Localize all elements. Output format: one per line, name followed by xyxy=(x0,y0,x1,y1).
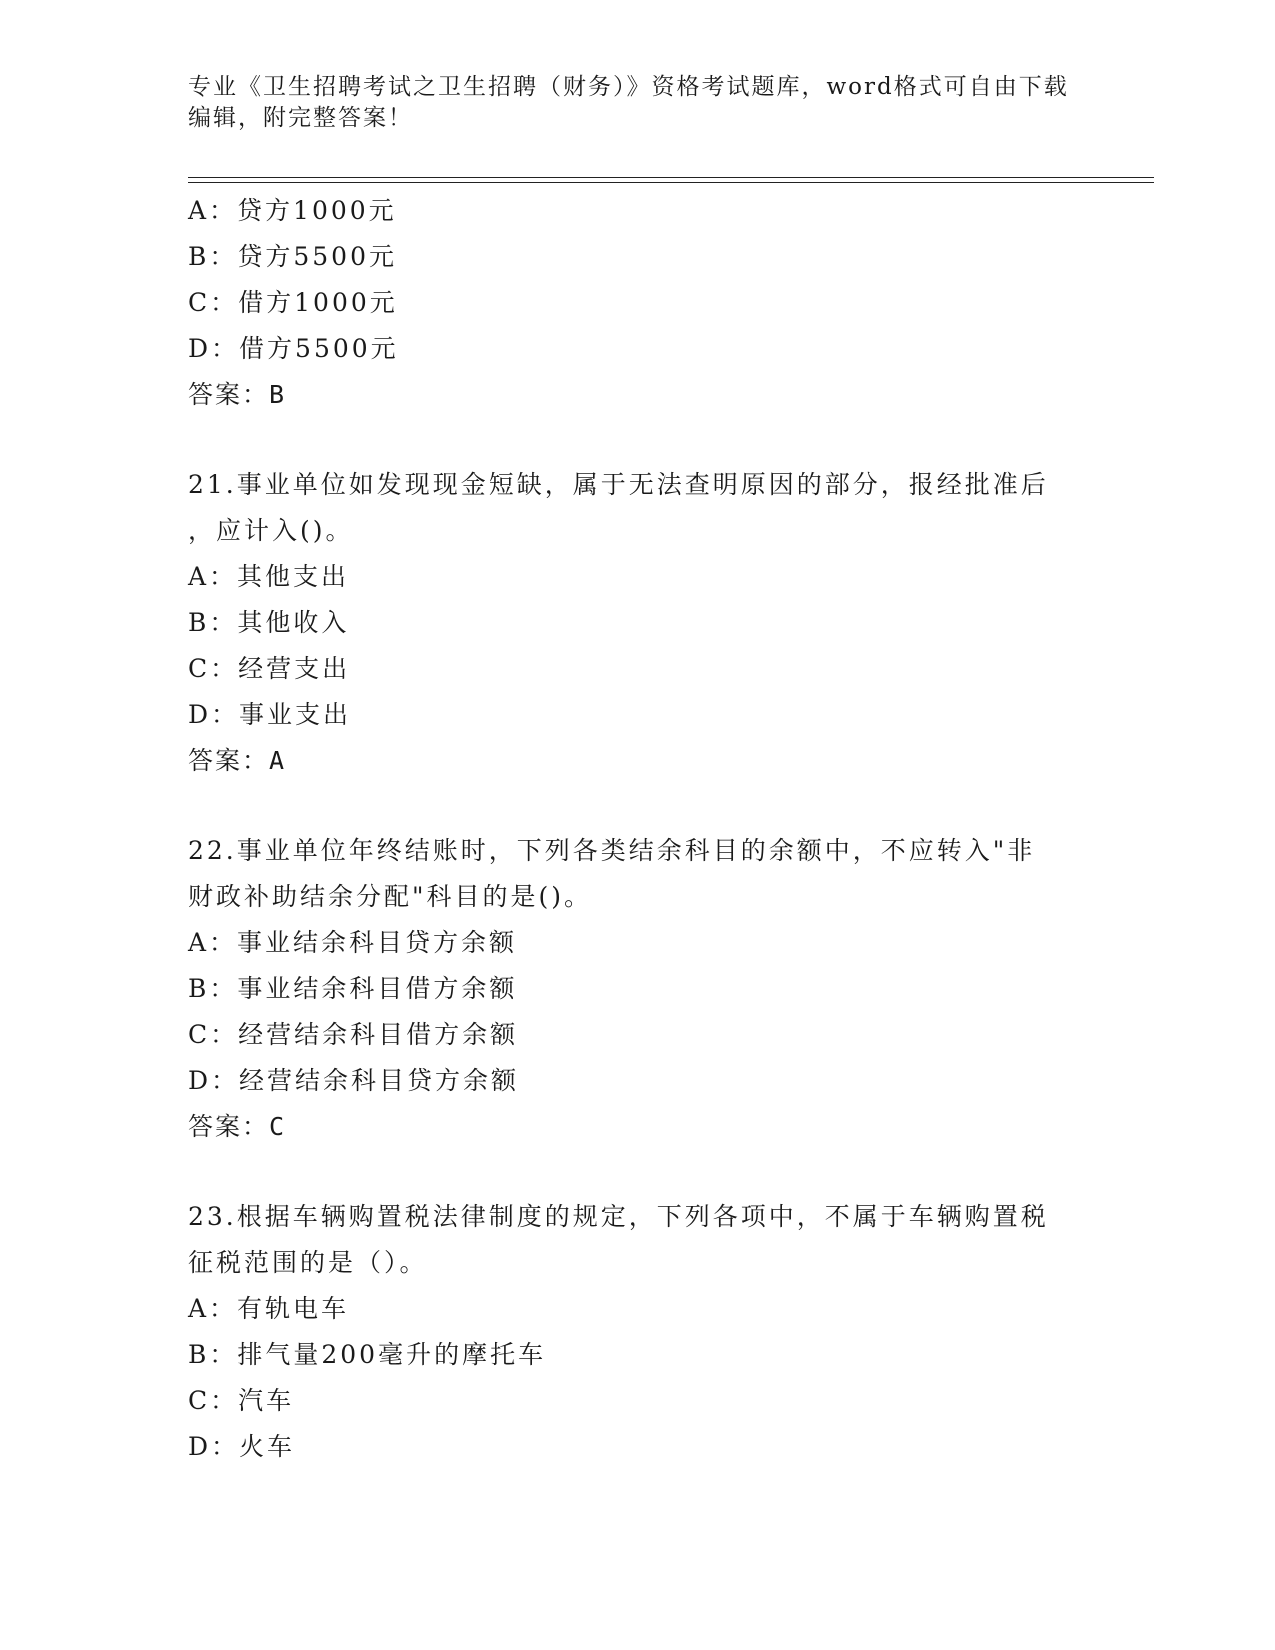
document-header xyxy=(188,72,1088,134)
header-divider-bottom xyxy=(188,182,1154,183)
question-text-line-2: ，应计入()。 xyxy=(188,516,354,545)
answer-line xyxy=(188,1104,1088,1150)
question-block-20 xyxy=(188,188,1088,418)
spacer xyxy=(188,418,1088,462)
question-text-line-1: 23.根据车辆购置税法律制度的规定，下列各项中，不属于车辆购置税 xyxy=(188,1202,1049,1231)
option-c: C：借方1000元 xyxy=(188,288,398,317)
option-c: C：经营结余科目借方余额 xyxy=(188,1020,519,1049)
option-a: A：其他支出 xyxy=(188,562,350,591)
option-b: B：其他收入 xyxy=(188,608,350,637)
question-text-line-2: 财政补助结余分配"科目的是()。 xyxy=(188,882,593,911)
option-d: D：经营结余科目贷方余额 xyxy=(188,1066,520,1095)
answer-value: C xyxy=(269,1112,287,1141)
question-block-22 xyxy=(188,828,1088,1150)
option-b: B：事业结余科目借方余额 xyxy=(188,974,518,1003)
answer-label: 答案： xyxy=(188,1112,270,1141)
spacer xyxy=(188,1150,1088,1194)
option-c: C：经营支出 xyxy=(188,654,351,683)
option-a: A：事业结余科目贷方余额 xyxy=(188,928,518,957)
question-block-21 xyxy=(188,462,1088,784)
option-d: D：事业支出 xyxy=(188,700,352,729)
question-text-line-2: 征税范围的是（）。 xyxy=(188,1248,428,1277)
question-list xyxy=(188,188,1088,1470)
question-block-23 xyxy=(188,1194,1088,1470)
question-text-line-1: 21.事业单位如发现现金短缺，属于无法查明原因的部分，报经批准后 xyxy=(188,470,1049,499)
option-d: D：借方5500元 xyxy=(188,334,399,363)
answer-value: B xyxy=(269,380,287,409)
answer-label: 答案： xyxy=(188,746,270,775)
question-text-line-1: 22.事业单位年终结账时，下列各类结余科目的余额中，不应转入"非 xyxy=(188,836,1036,865)
header-line-1: 专业《卫生招聘考试之卫生招聘（财务）》资格考试题库，word格式可自由下载 xyxy=(188,74,1069,100)
option-a: A：有轨电车 xyxy=(188,1294,350,1323)
header-line-2: 编辑，附完整答案！ xyxy=(188,105,413,131)
option-a: A：贷方1000元 xyxy=(188,196,397,225)
option-c: C：汽车 xyxy=(188,1386,295,1415)
answer-line xyxy=(188,372,1088,418)
option-d: D：火车 xyxy=(188,1432,296,1461)
spacer xyxy=(188,784,1088,828)
header-divider-top xyxy=(188,177,1154,178)
answer-label: 答案： xyxy=(188,380,270,409)
answer-line xyxy=(188,738,1088,784)
option-b: B：贷方5500元 xyxy=(188,242,397,271)
answer-value: A xyxy=(269,746,287,775)
option-b: B：排气量200毫升的摩托车 xyxy=(188,1340,547,1369)
